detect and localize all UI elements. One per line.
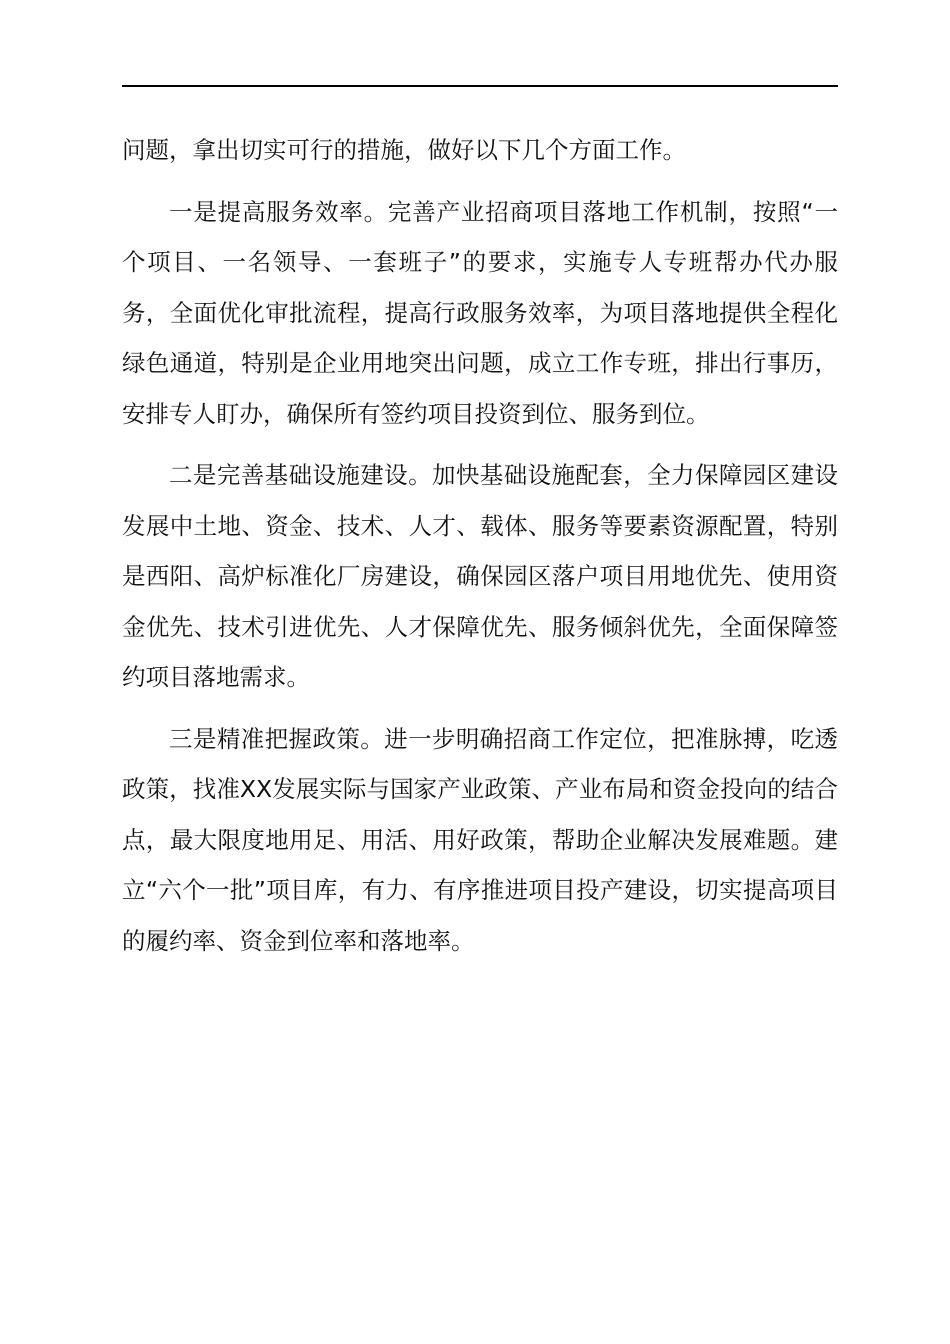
paragraph-infrastructure: 二是完善基础设施建设。加快基础设施配套，全力保障园区建设发展中土地、资金、技术、人才、载体、服务等要素资源配置，特别是西阳、高炉标准化厂房建设，确保园区落户项目用地优先、使用资金优先、技术引进优先、人才保障优先、服务倾斜优先，全面保障签约项目落地需求。	[122, 461, 838, 691]
document-body	[122, 125, 838, 966]
header-rule	[122, 85, 838, 87]
paragraph-gap	[122, 439, 838, 450]
paragraph-continuation: 问题，拿出切实可行的措施，做好以下几个方面工作。	[122, 136, 686, 164]
paragraph-gap	[122, 176, 838, 187]
paragraph-policy: 三是精准把握政策。进一步明确招商工作定位，把准脉搏，吃透政策，找准XX发展实际与国家产业政策、产业布局和资金投向的结合点，最大限度地用足、用活、用好政策，帮助企业解决发展难题。建立“六个一批”项目库，有力、有序推进项目投产建设，切实提高项目的履约率、资金到位率和落地率。	[122, 724, 838, 955]
paragraph-service-efficiency: 一是提高服务效率。完善产业招商项目落地工作机制，按照“一个项目、一名领导、一套班子”的要求，实施专人专班帮办代办服务，全面优化审批流程，提高行政服务效率，为项目落地提供全程化绿色通道，特别是企业用地突出问题，成立工作专班，排出行事历，安排专人盯办，确保所有签约项目投资到位、服务到位。	[122, 197, 838, 428]
paragraph-gap	[122, 703, 838, 714]
